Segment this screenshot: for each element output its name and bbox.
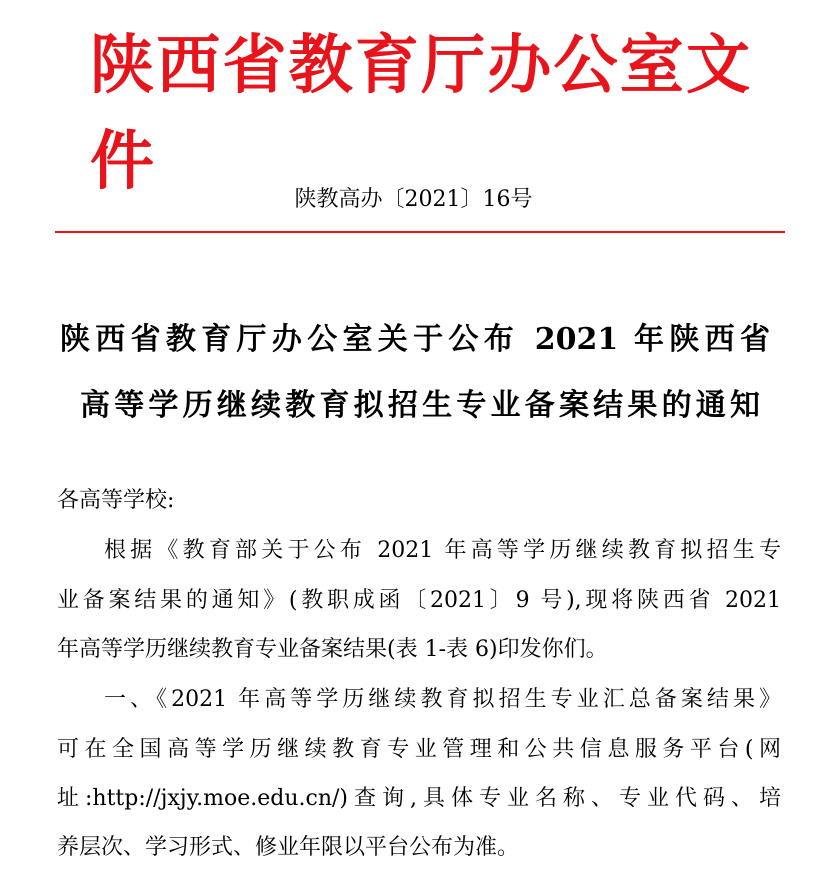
paragraph-2-line: 可在全国高等学历继续教育专业管理和公共信息服务平台(网 bbox=[57, 737, 781, 762]
notice-title-line-1: 陕西省教育厅办公室关于公布 2021 年陕西省 bbox=[60, 322, 770, 357]
red-divider bbox=[55, 231, 785, 233]
paragraph-1-line: 根据《教育部关于公布 2021 年高等学历继续教育拟招生专 bbox=[104, 538, 781, 563]
salutation: 各高等学校: bbox=[57, 488, 175, 513]
paragraph-1-line: 业备案结果的通知》(教职成函〔2021〕9 号),现将陕西省 2021 bbox=[57, 588, 781, 613]
notice-title-line-2: 高等学历继续教育拟招生专业备案结果的通知 bbox=[80, 388, 760, 423]
paragraph-2-line: 址:http://jxjy.moe.edu.cn/)查询,具体专业名称、专业代码、培 bbox=[57, 786, 781, 811]
paragraph-1-line: 年高等学历继续教育专业备案结果(表 1-表 6)印发你们。 bbox=[57, 637, 608, 662]
document-number: 陕教高办〔2021〕16号 bbox=[294, 187, 533, 212]
paragraph-2-line: 一、《2021 年高等学历继续教育拟招生专业汇总备案结果》 bbox=[104, 687, 781, 712]
issuer-title: 陕西省教育厅办公室文件 bbox=[90, 28, 750, 199]
paragraph-2-line: 养层次、学习形式、修业年限以平台公布为准。 bbox=[57, 835, 520, 860]
